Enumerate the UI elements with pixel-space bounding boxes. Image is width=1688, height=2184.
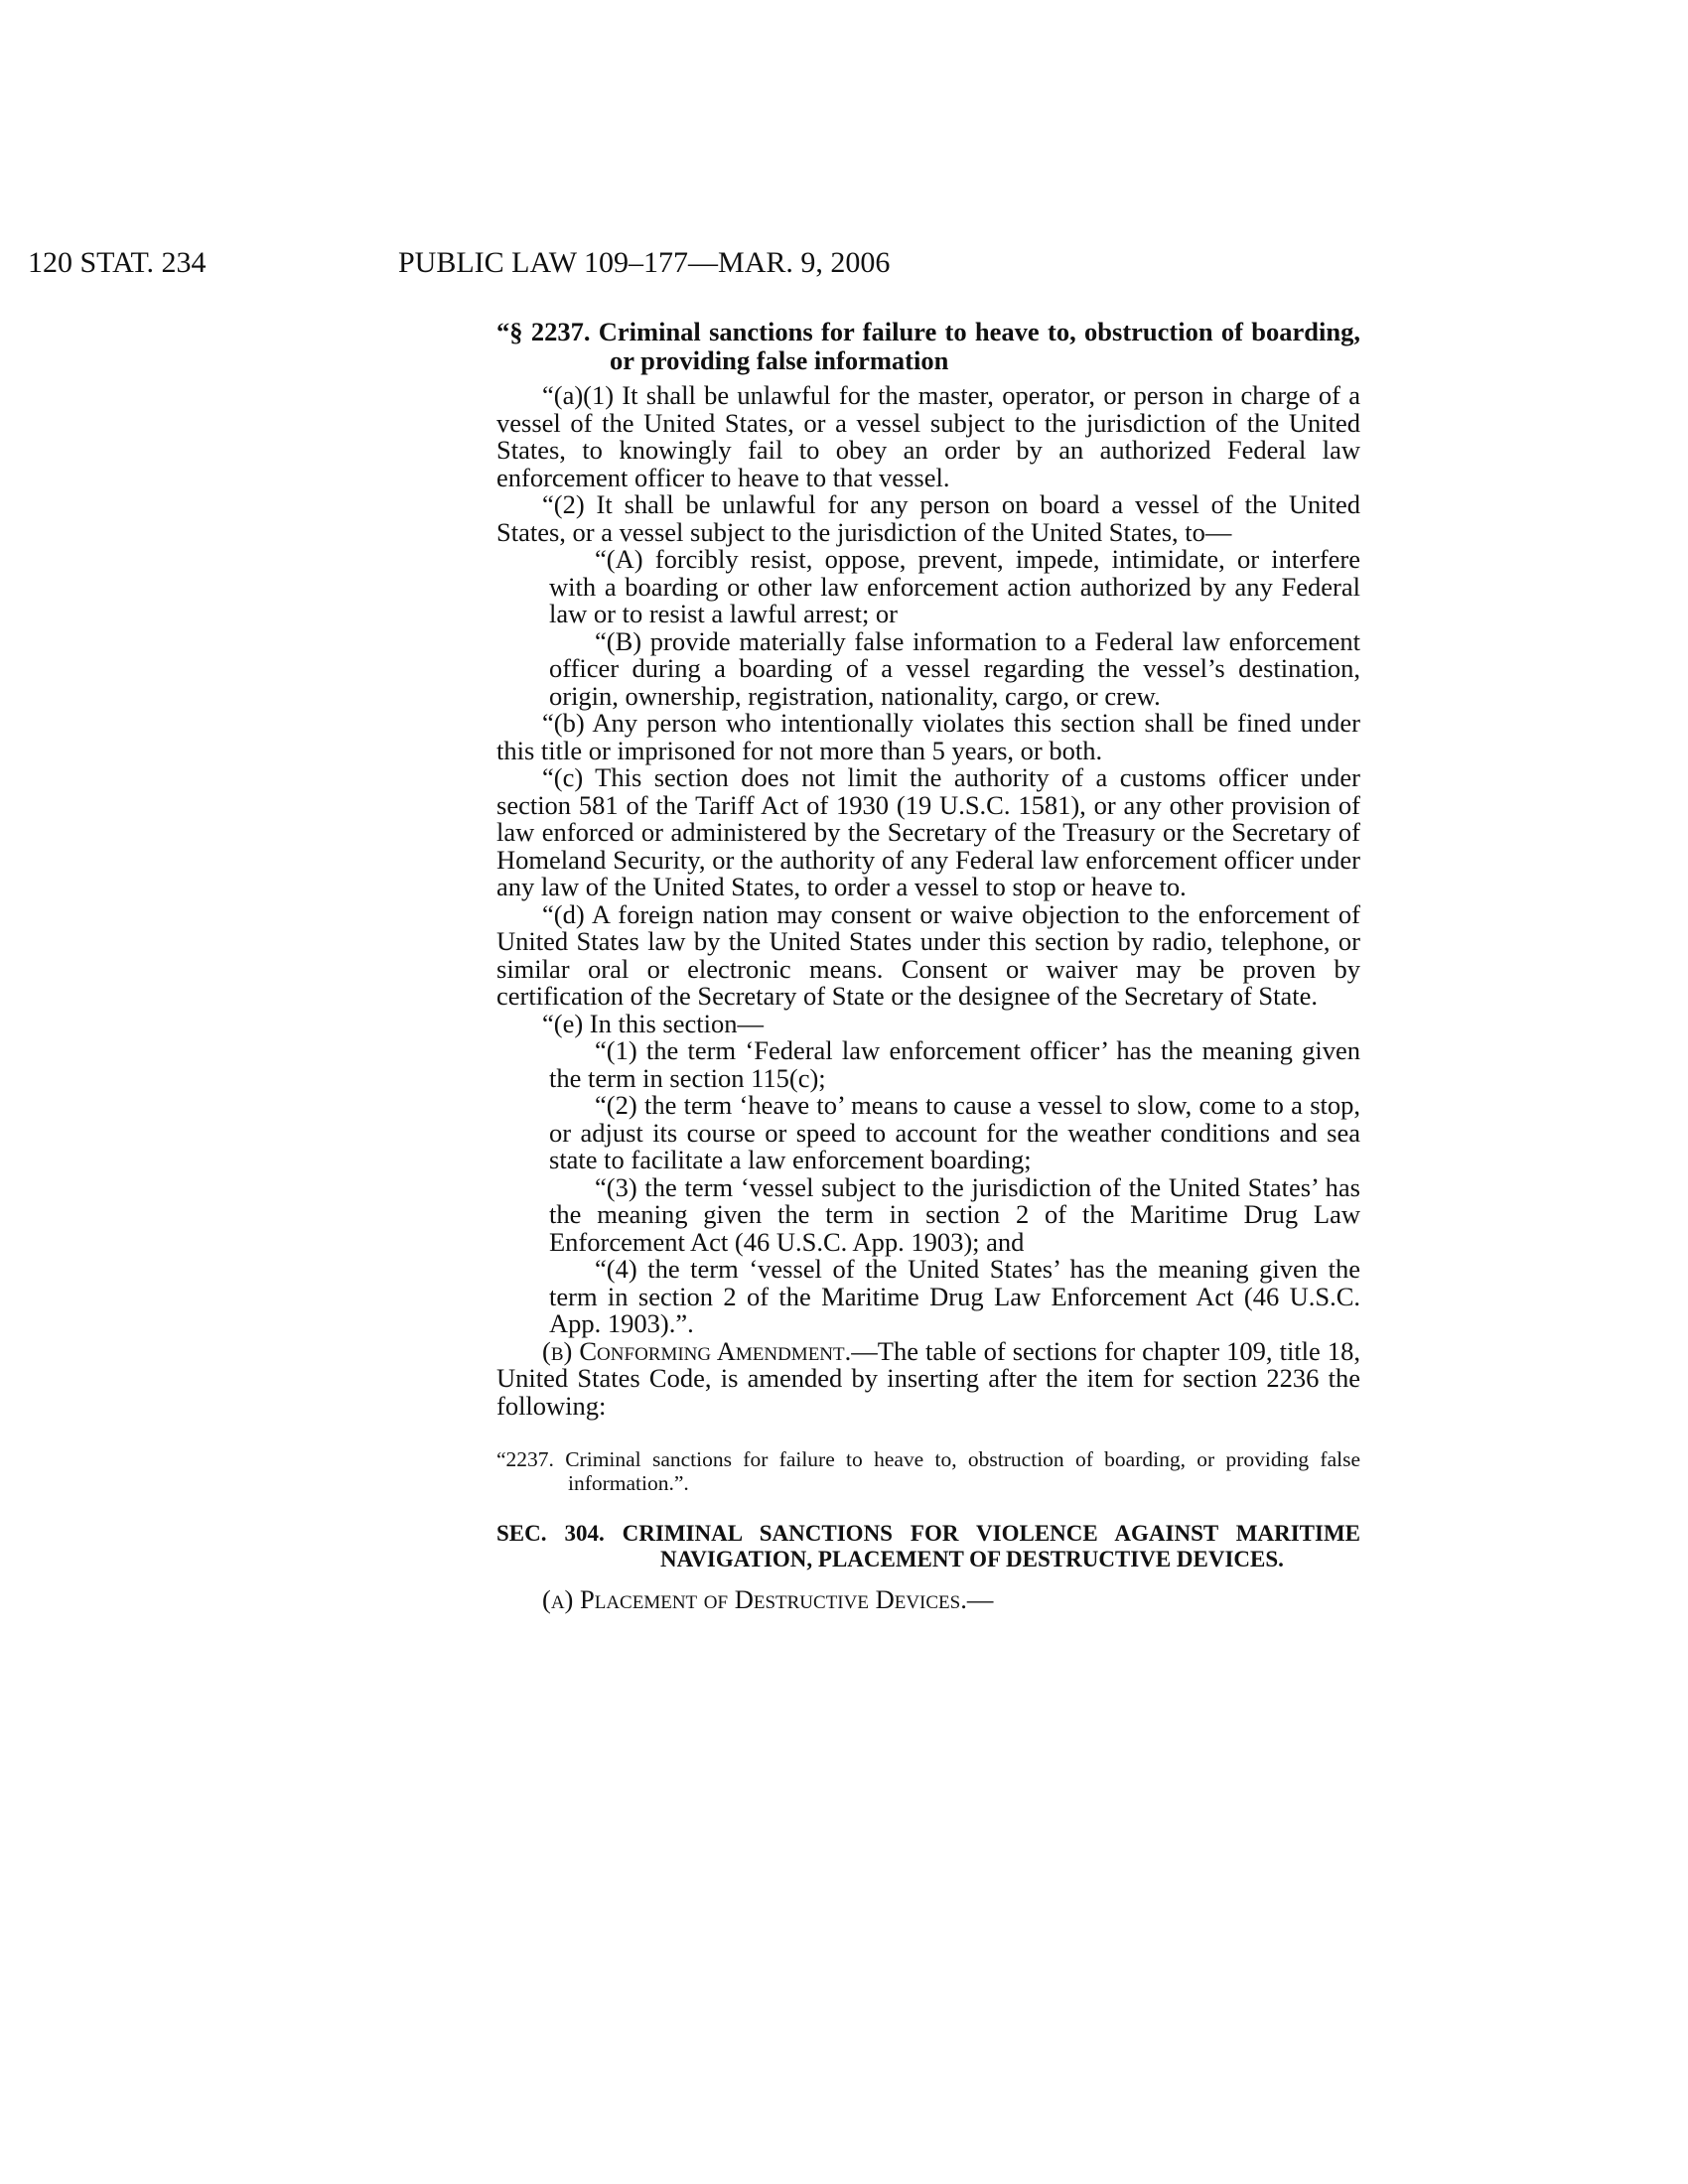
page-header (28, 246, 1219, 286)
section-2237-heading: “§ 2237. Criminal sanctions for failure to heave to, obstruction of boarding, or providing false information (496, 317, 1360, 375)
subsection-e3: “(3) the term ‘vessel subject to the jurisdiction of the United States’ has the meaning given the term in section 2 of the Maritime Drug Law Enforcement Act (46 U.S.C. App. 1903); and (549, 1171, 1360, 1257)
subsection-e: “(e) In this section— (542, 1008, 764, 1038)
conforming-amendment-text: —The table of sections for chapter 109, title 18, United States Code, is amended by inserting after the item for section 2236 the following: (496, 1335, 1360, 1421)
conforming-amendment (496, 1335, 1360, 1421)
subsection-a1: “(a)(1) It shall be unlawful for the master, operator, or person in charge of a vessel of the United States, or a vessel subject to the jurisdiction of the United States, to knowingly fail to obey an order by an authorized Federal law enforcement officer to heave to that vessel. (496, 380, 1360, 492)
document-body (496, 318, 1360, 1614)
subsection-c: “(c) This section does not limit the authority of a customs officer under section 581 of the Tariff Act of 1930 (19 U.S.C. 1581), or any other provision of law enforced or administered by the Secretary of the Treasury or the Secretary of Homeland Security, or the authority of any Federal law enforcement officer under any law of the United States, to order a vessel to stop or heave to. (496, 762, 1360, 901)
subsection-e2: “(2) the term ‘heave to’ means to cause a vessel to slow, come to a stop, or adjust its course or speed to account for the weather conditions and sea state to facilitate a law enforcement boarding; (549, 1090, 1360, 1174)
section-304-subsection-a: (a) Placement of Destructive Devices.— (542, 1584, 994, 1614)
conforming-amendment-label: (b) Conforming Amendment. (542, 1335, 852, 1366)
subsection-e1: “(1) the term ‘Federal law enforcement officer’ has the meaning given the term in section 115(c); (549, 1035, 1360, 1093)
public-law-title: PUBLIC LAW 109–177—MAR. 9, 2006 (398, 246, 891, 279)
section-304-heading: SEC. 304. CRIMINAL SANCTIONS FOR VIOLENCE AGAINST MARITIME NAVIGATION, PLACEMENT OF DESTRUCTIVE DEVICES. (496, 1521, 1360, 1571)
subsection-d: “(d) A foreign nation may consent or waive objection to the enforcement of United States law by the United States under this section by radio, telephone, or similar oral or electronic means. Consent or waiver may be proven by certification of the Secretary of State or the designee of the Secretary of State. (496, 898, 1360, 1011)
subsection-a2: “(2) It shall be unlawful for any person on board a vessel of the United States, or a vessel subject to the jurisdiction of the United States, to— (496, 489, 1360, 547)
subsection-a2-B: “(B) provide materially false information to a Federal law enforcement officer during a boarding of a vessel regarding the vessel’s destination, origin, ownership, registration, nationality, cargo, or crew. (549, 625, 1360, 711)
table-of-sections-item: “2237. Criminal sanctions for failure to heave to, obstruction of boarding, or providing false information.”. (496, 1447, 1360, 1495)
subsection-b: “(b) Any person who intentionally violates this section shall be fined under this title or imprisoned for not more than 5 years, or both. (496, 708, 1360, 765)
subsection-a2-A: “(A) forcibly resist, oppose, prevent, impede, intimidate, or interfere with a boarding or other law enforcement action authorized by any Federal law or to resist a lawful arrest; or (549, 544, 1360, 628)
subsection-e4: “(4) the term ‘vessel of the United States’ has the meaning given the term in section 2 of the Maritime Drug Law Enforcement Act (46 U.S.C. App. 1903).”. (549, 1254, 1360, 1338)
statute-page-number: 120 STAT. 234 (28, 246, 207, 279)
